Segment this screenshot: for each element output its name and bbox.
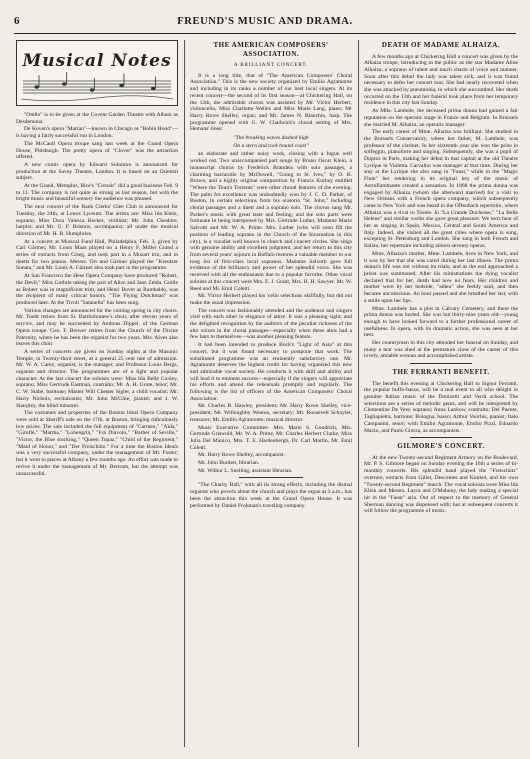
composers-poem-quote [190, 135, 352, 149]
article-paragraph: It is a long title, that of "The American Composers' Choral Association." This is the new society organized by Emilio Agramonte and including in its ranks a number of our best local singers. At its recent concert—the second of its first season—at Chickering Hall, on the 12th, the admirable chorus was assisted by Mr. Victor Herbert, violoncello, Miss Charlotte Welles and Miss Marie Lang, piano; Mr Harry Rowe Shelley, organ; and Mr. James N. Blanchin, harp. The programme opened with G. W. Chadwick's choral setting of Mrs. Hemans' lines: [190, 72, 352, 133]
news-paragraph: A series of concerts are given on Sunday nights at the Masonic Temple, in Twenty-third street, at a general 25 cent rate of admission. Mr. W. A. Carey, organist, is the manager, and Professor Louis Bergs, organist and director. The programmes are of a light and popular character. At the last concert the soloists were: Miss Ida Belle Cooley, soprano; Miss Gertrude Eastman, contralto; Mr. A. H. Grote, tenor; Mr. C. W. Stabe, baritone; Master Will Chester Sigler, a child vocalist; Mr. Harry Nichols, recitationist; Mr. John McGhie, pianist; and J. W. Sharpley, the blind minstrel. [16, 348, 178, 409]
news-paragraph: The next concert of the Bank Clerks' Glee Club is announced for Tuesday, the 24th, at Lenox Lyceum. The artists are: Miss Ida Klein, soprano; Miss Dora Valesca Becker, violinist; Mr. John Cheshire, harpist; and Mr. G. F. Bristow, accompanist; all under the musical direction of Mr. H. R. Humphries. [16, 204, 178, 237]
page-number: 6 [14, 15, 20, 27]
musical-notes-logo-text: Musical Notes [22, 51, 172, 71]
column-divider-2 [358, 40, 359, 747]
news-paragraph: De Koven's opera "Marian"—known in Chicago as "Robin Hood"—is having a fairly successful run in London. [16, 126, 178, 140]
alhaiza-heading: DEATH OF MADAME ALHAIZA. [381, 41, 501, 49]
article-paragraph: Mr. John Burdett, librarian. [198, 460, 260, 467]
ferranti-paragraphs [364, 381, 518, 435]
composers-intro-paragraphs [190, 73, 352, 133]
news-paragraph: "Otello" is to be given at the Covent Garden Theatre with Albani as Desdemona. [16, 112, 178, 125]
article-paragraph: Her countrymen in this city attended her funeral on Sunday, and many a tear was shed at the premature close of the career of this lovely, amiable woman and accomplished artiste. [364, 340, 518, 360]
article-paragraph: "The Charity Ball," with all its strong effects, including the dismal organist who prowls about the church and plays the organ at 3 a.m., has been the attraction this week at the Grand Opera House. It was performed by Daniel Frohman's traveling company. [190, 482, 352, 509]
article-paragraph: Mr. Victor Herbert played his 'cello selections skillfully, but did not make the usual impression. [190, 293, 352, 306]
news-paragraph: A new comic opera by Edward Solomon is announced for production at the Savoy Theatre, London. It is based on an Oriental subject. [16, 161, 178, 182]
news-paragraph: The costumes and properties of the Boston Ideal Opera Company were sold at Sheriff's sale on the 17th, at Boston, bringing ridiculously low prices. The sale included the full equipment of "Carmen," "Aïda," "Giroflé," "Martha," "Lohengrin," "Fra Diavolo," "Barber of Seville," "Victor, the Blue stocking," "Queen Topaz," "Child of the Regiment," "Maid of Honor," and "Der Freischütz." For a time the Boston Ideals was a very successful company, under the management of Mr. Foster; but it went to pieces at Albany a few months ago. An effort was made to revive it under the management of Mr. Bertram, but the attempt was unsuccessful. [16, 410, 178, 477]
article-paragraph: Music Executive Committee: Mrs. Marie S. Goodrich, Mrs. Gertrude Griswold, Mr. W. A. Prime, Mr. Charles Herbert Clarke, Miss Julia Del Manico, Mrs. T. E. Hardenbergh, Dr. Carl Martin, Mr. Emil Coletti. [190, 424, 352, 451]
article-paragraph: As Mlle. Lambele, the deceased prima donna had gained a fair reputation on the operatic stage in France and Belgium. In Brussels she married M. Alhaiza, an operatic manager. [364, 108, 518, 128]
news-paragraph: Various changes are announced for the coming spring in city choirs. Mr. Toedt retires from St. Bartholomew's choir, after eleven years of service, and may be succeeded by Andreas Dippel, of the German Opera troupe. Geo. F. Brewer retires from the Church of the Divine Paternity, where he has been the organist for two years. Mrs. Alves also leaves this choir. [16, 307, 178, 348]
section-rule [410, 437, 472, 438]
section-rule [239, 477, 304, 478]
article-paragraph: The concert was fashionably attended and the audience and singers vied with each other in elegance of attire. It was a pleasing sight; and the delighted recognition by the auditors of the peculiar richness of the alto voices in the choral passages—especially when these altos had a few bars to themselves—was another pleasing feature. [190, 307, 352, 341]
poem-line: "The breaking waves dashed high [233, 135, 309, 142]
article-paragraph: Mme. Alhaiza's mother, Mme. Lambele, lives in New York, and it was by her that she was cared during her last illness. The prima donna's life was not without its trials; and as the end approached a priest was summoned. After his ministrations the dying vocalist declared that for her, death had now no fears. Her children and mother were by her bedside; "adieu" she feebly said, and then became unconscious. An hour passed and she breathed her last, with a smile upon her lips. [364, 250, 518, 304]
charity-ball-paragraph [190, 482, 352, 509]
article-paragraph: The benefit this evening at Chickering Hall to Signor Ferranti, the popular buffo-basso, will be a real event to all who delight in genuine Italian music of the Donizetti and Verdi school. The selections are a series of melodic gems, and will be interpreted by Clementine De Vere, soprano; Anna Lankow, contralto; Del Puente, Tagliapietra, baritone; Bologna, basso; Arthur Voorhis, pianist; Italo Campanini, tenor; with Emilio Agramonte, Emilio Pizzi, Edoardo Marzo, and Paolo Giorza, as accompanists. [364, 380, 518, 434]
gilmore-paragraphs [364, 455, 518, 515]
composers-heading: THE AMERICAN COMPOSERS' ASSOCIATION. [213, 41, 329, 58]
ferranti-heading: THE FERRANTI BENEFIT. [392, 368, 490, 377]
musical-notes-paragraphs [16, 112, 178, 477]
musical-notes-logo [16, 40, 178, 106]
header-rule [14, 33, 516, 34]
column-musical-notes [16, 38, 178, 749]
article-paragraph: It had been intended to produce Buck's "Light of Asia" at this concert, but it was found necessary to postpone that work. The substituted programme was an eminently satisfactory one. Mr. Agramonte deserves the highest credit for having organized this new and admirable vocal society. He conducts it with skill and ability and will lead it to eminent success—especially if the singers will appreciate his efforts and attend the rehearsals promptly and regularly. The following is the list of officers of the American Composers' Choral Association: [190, 342, 352, 402]
composers-subheading: A BRILLIANT CONCERT. [233, 62, 309, 68]
news-paragraph: At the Grand, Memphis, Rice's "Corsair" did a good business Feb. 9 to 11. The company is not quite as strong as last season, but with the bright music and beautiful scenery the audience was pleased. [16, 183, 178, 203]
column-divider-1 [184, 40, 185, 747]
article-paragraph: Mr. Charles B. Hawley, president; Mr. Harry Rowe Shelley, vice-president; Mr. Willoughby Weston, secretary; Mr. Roosevelt Schuyler, treasurer; Mr. Emilio Agramonte, musical director. [190, 403, 352, 423]
news-paragraph: At San Francisco the Hess Opera Company have produced "Robert, the Devil," Miss Guthrie taking the part of Alice and Jane Zelda. Guille as Robert was in magnificent trim, and Henri Bovet as Rambaldo, was the recipient of many critical honors. "The Flying Dutchman" was produced later. At the Tivoli "Satanella" has been sung. [16, 273, 178, 306]
article-paragraph: The early career of Mme. Alhaiza was brilliant. She studied in the Brussels Conservatory, where her father, M. Lambele, was professor of the clarinet. In her sixteenth year she won the prize in solfeggio, pianoforte and singing. Subsequently, she was a pupil of Duprez in Paris, making her début in that capital at the old Theatre Lyrique in Violetta. Carvalho was manager at that time. During her stay at the Lyrique she also sang in "Faust," while in the "Magic Flute" her rendering in its original key of the music of Astrofiammante created a sensation. In 1868 the prima donna was engaged by Alhaiza (whom she afterward married) for a visit to New Orleans with a French opera company, which subsequently came to New York and was heard in the Offenbach repertoire, where Alhaiza was a rival to Tostée. In "La Grande Duchesse," "La Belle Helene" and similar works she gave great pleasure. We next hear of her as singing in Spain, Mexico, Central and South America and Italy. Indeed, she visited all the great cities where opera is sung, excepting St. Petersburg and London. She sang in both French and Italian, her repertoire including almost seventy operas. [364, 129, 518, 250]
article-paragraph: an elaborate and rather noisy work, closing with a fugue well worked out. Two unaccompanied part songs by Bruno Oscar Klein, a manuscript chorus by Frederick Brandeis with solo passages, a charming barcarolle by McDowell, "Going to St. Ives," by O. B. Brown, and a highly original composition by Francis Korbay entitled "Where the Titan's Torrents" were other choral features of the evening. The palm for excellence was undoubtedly won by J. C. D. Parker, of Boston, in certain selections from his oratorio "St. John," including choral passages and a duett and a soprano solo. The chorus sang Mr. Parker's music with great taste and feeling; and the solo parts were fortunate in being interpreted by Mrs. Gertrude Luther, Madame Marie Salvotti and Mr. W. A. Prime. Mrs. Luther (who will soon fill the position of leading soprano in the Church of the Incarnation in this city), is a vocalist well known in church and concert circles. She sings with genuine ability and excellent judgment, and her return to this city from several years' sojourn in Buffalo restores a valuable member to our long list of first-class local sopranos. Madame Salvotti gave full evidence of the brilliancy and power of her splendid voice. She was received with all the enthusiasm due to a popular favorite. Other vocal soloists at this concert were Mrs. E. J. Grant, Mrs. H. H. Sawyer, Mr. W. Reed and Mr. Emil Coletti. [190, 151, 352, 292]
column-composers-association [190, 38, 352, 749]
column-obituary-and-notices [364, 38, 518, 749]
alhaiza-paragraphs [364, 54, 518, 361]
section-rule [410, 363, 472, 364]
article-paragraph: At the new Twenty-second Regiment Armory on the Boulevard, Mr. P. S. Gilmore began on Sunday evening the 16th a series of bi-monthly concerts. His splendid band played the "Freischütz" overture, extracts from Gillet, Descomes and Kunkel, and his own "Twenty-second Regiment" march. The vocal soloists were Miss Ida Klein and Messrs. Layra and O'Mahony, the lady making a special hit in the "Faust" aria. Out of respect to the memory of General Sherman dancing was dispensed with; but at subsequent concerts it will follow the programme of music. [364, 454, 518, 515]
running-title: FREUND'S MUSIC AND DRAMA. [177, 15, 353, 27]
article-paragraph: A few months ago at Chickering Hall a concert was given by the Alhaiza troupe, introducing to the public as the star Madame Aline Alhaiza, a soprano of talent and much charm of voice and manner. Soon after this debut the lady was taken sick, and it was found necessary to defer her concert tour. She had nearly recovered when she was attacked by pneumonia, to which she succumbed. Her death occurred on the 13th and her funeral took place from her temporary residence in this city last Sunday. [364, 53, 518, 107]
page-header [14, 14, 516, 28]
article-paragraph: Mme. Lambele has a plot in Calvary Cemetery, and there the prima donna was buried. She was but thirty-nine years old—young enough to have looked forward to a further professional career of usefulness. In opera, with its dramatic action, she was seen at her best. [364, 305, 518, 339]
news-paragraph: At a concert at Musical Fund Hall, Philadelphia, Feb. 3, given by Carl Gärtner, Mr. Louis Maas played on a Henry F. Miller Grand a series of extracts from Grieg, and took part in a Mozart trio, and in duetts for two pianos. Messrs. Orr and Gärtner played the "Kreutzer Sonata," and Mr. Louis A. Gärtner also took part in the programme. [16, 238, 178, 272]
gilmore-heading: GILMORE'S CONCERT. [397, 442, 485, 451]
news-paragraph: The McCaull Opera troupe sang last week at the Grand Opera House, Pittsburgh. The pretty opera of "Clover" was the attraction offered. [16, 140, 178, 161]
article-paragraph: Mr. Wilbur L. Snelling, assistant librarian. [198, 467, 293, 474]
poem-line: On a stern and rock bound coast" [233, 142, 309, 149]
article-paragraph: Mr. Harry Rowe Shelley, accompanist. [198, 452, 285, 459]
composers-body-paragraphs [190, 151, 352, 474]
